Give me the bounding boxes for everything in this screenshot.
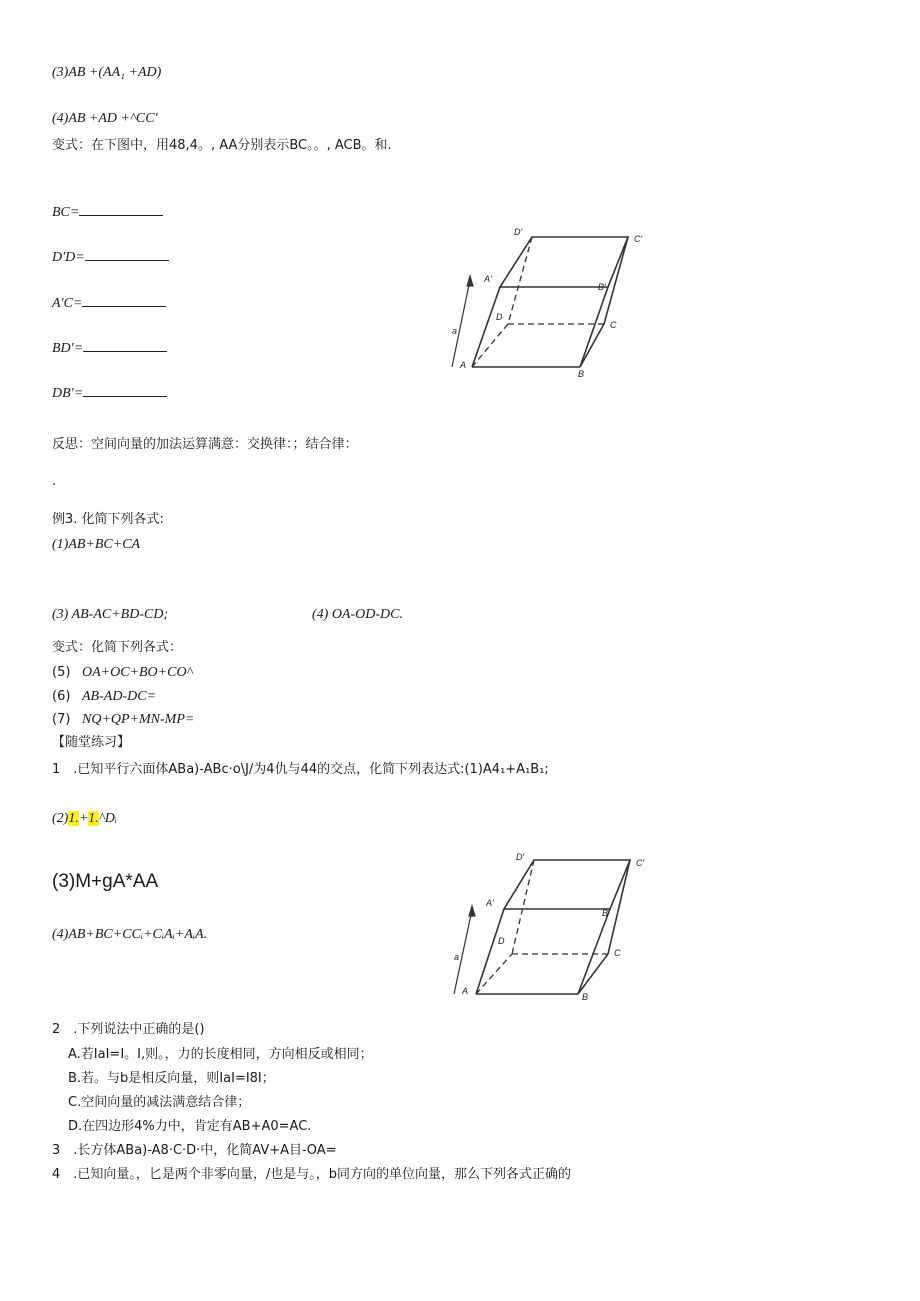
fig1-label-b: B [578,369,585,379]
fig1-label-vector: a [452,326,458,336]
fig2-label-d: D [498,936,505,946]
blank-db: DB′= [52,384,167,403]
variant-item-5: (5) OA+OC+BO+CO^ [52,665,193,680]
option-b: B.若。与b是相反向量，则IaI=I8I； [68,1071,275,1086]
blank-dd: D′D= [52,248,169,267]
item-3-expression: (3)AB +(AA₁ +AD) [52,65,162,80]
variant-item-7: (7) NQ+QP+MN-MP= [52,712,195,727]
fig2-label-c: C [614,948,621,958]
option-a: A.若IaI=I。I,则。，力的长度相同，方向相反或相同； [68,1047,373,1062]
fig2-label-a: A [462,986,469,996]
practice-q1-part3: (3)M+gA*AA [52,871,159,892]
blank-bc: BC= [52,203,163,222]
option-c: C.空间向量的减法满意结合律； [68,1095,251,1110]
fig1-label-b-prime: B′ [598,282,606,292]
fig2-label-b-prime: B′ [602,908,610,918]
fig1-label-c: C [610,320,617,330]
practice-q2-title: 2 .下列说法中正确的是() [52,1022,205,1037]
parallelepiped-figure-1 [440,222,660,382]
fig2-label-d-prime: D′ [516,852,525,862]
stray-dot: . [52,474,57,489]
blank-bd: BD′= [52,339,167,358]
blank-ac: A′C= [52,294,166,313]
example-3-q3: (3) AB-AC+BD-CD; [52,607,169,622]
fig1-label-c-prime: C′ [634,234,643,244]
item-4-expression: (4)AB +AD +^CC′ [52,111,158,126]
practice-q1-part2: (2)1.+1.^Dᵢ [52,811,118,826]
reflection-text: 反思：空间向量的加法运算满意：交换律：；结合律： [52,437,358,452]
fig2-label-c-prime: C′ [636,858,645,868]
fig2-label-a-prime: A′ [486,898,494,908]
practice-q1: 1 .已知平行六面体ABa)-ABc·o\J/为4仇与44的交点，化简下列表达式:(1)A4₁+A₁B₁; [52,762,549,777]
variant-instruction: 变式：在下图中，用48,4。, AA分别表示BC。。, ACB。和. [52,138,392,153]
option-d: D.在四边形4%力中，肯定有AB+A0=AC. [68,1119,312,1134]
example-3-title: 例3. 化简下列各式: [52,512,164,527]
fig1-label-d: D [496,312,503,322]
fig1-label-a-prime: A′ [484,274,492,284]
fig2-label-vector: a [454,952,460,962]
variant-item-6: (6) AB-AD-DC= [52,689,156,704]
fig1-label-d-prime: D′ [514,227,523,237]
practice-q4: 4 .已知向量。，匕是两个非零向量，/也是与。，b同方向的单位向量，那么下列各式正确的 [52,1167,572,1182]
example-3-q4: (4) OA-OD-DC. [312,607,403,622]
practice-header: 【随堂练习】 [52,735,131,750]
practice-q3: 3 .长方体ABa)-A8·C·D·中，化简AV+A目-OA= [52,1143,337,1158]
parallelepiped-figure-2 [440,852,660,1012]
fig2-label-b: B [582,992,589,1002]
example-3-q1: (1)AB+BC+CA [52,537,141,552]
variant-2-title: 变式：化简下列各式： [52,640,183,655]
practice-q1-part4: (4)AB+BC+CCᵢ+CᵢAᵢ+AᵢA. [52,927,208,942]
fig1-label-a: A [460,360,467,370]
